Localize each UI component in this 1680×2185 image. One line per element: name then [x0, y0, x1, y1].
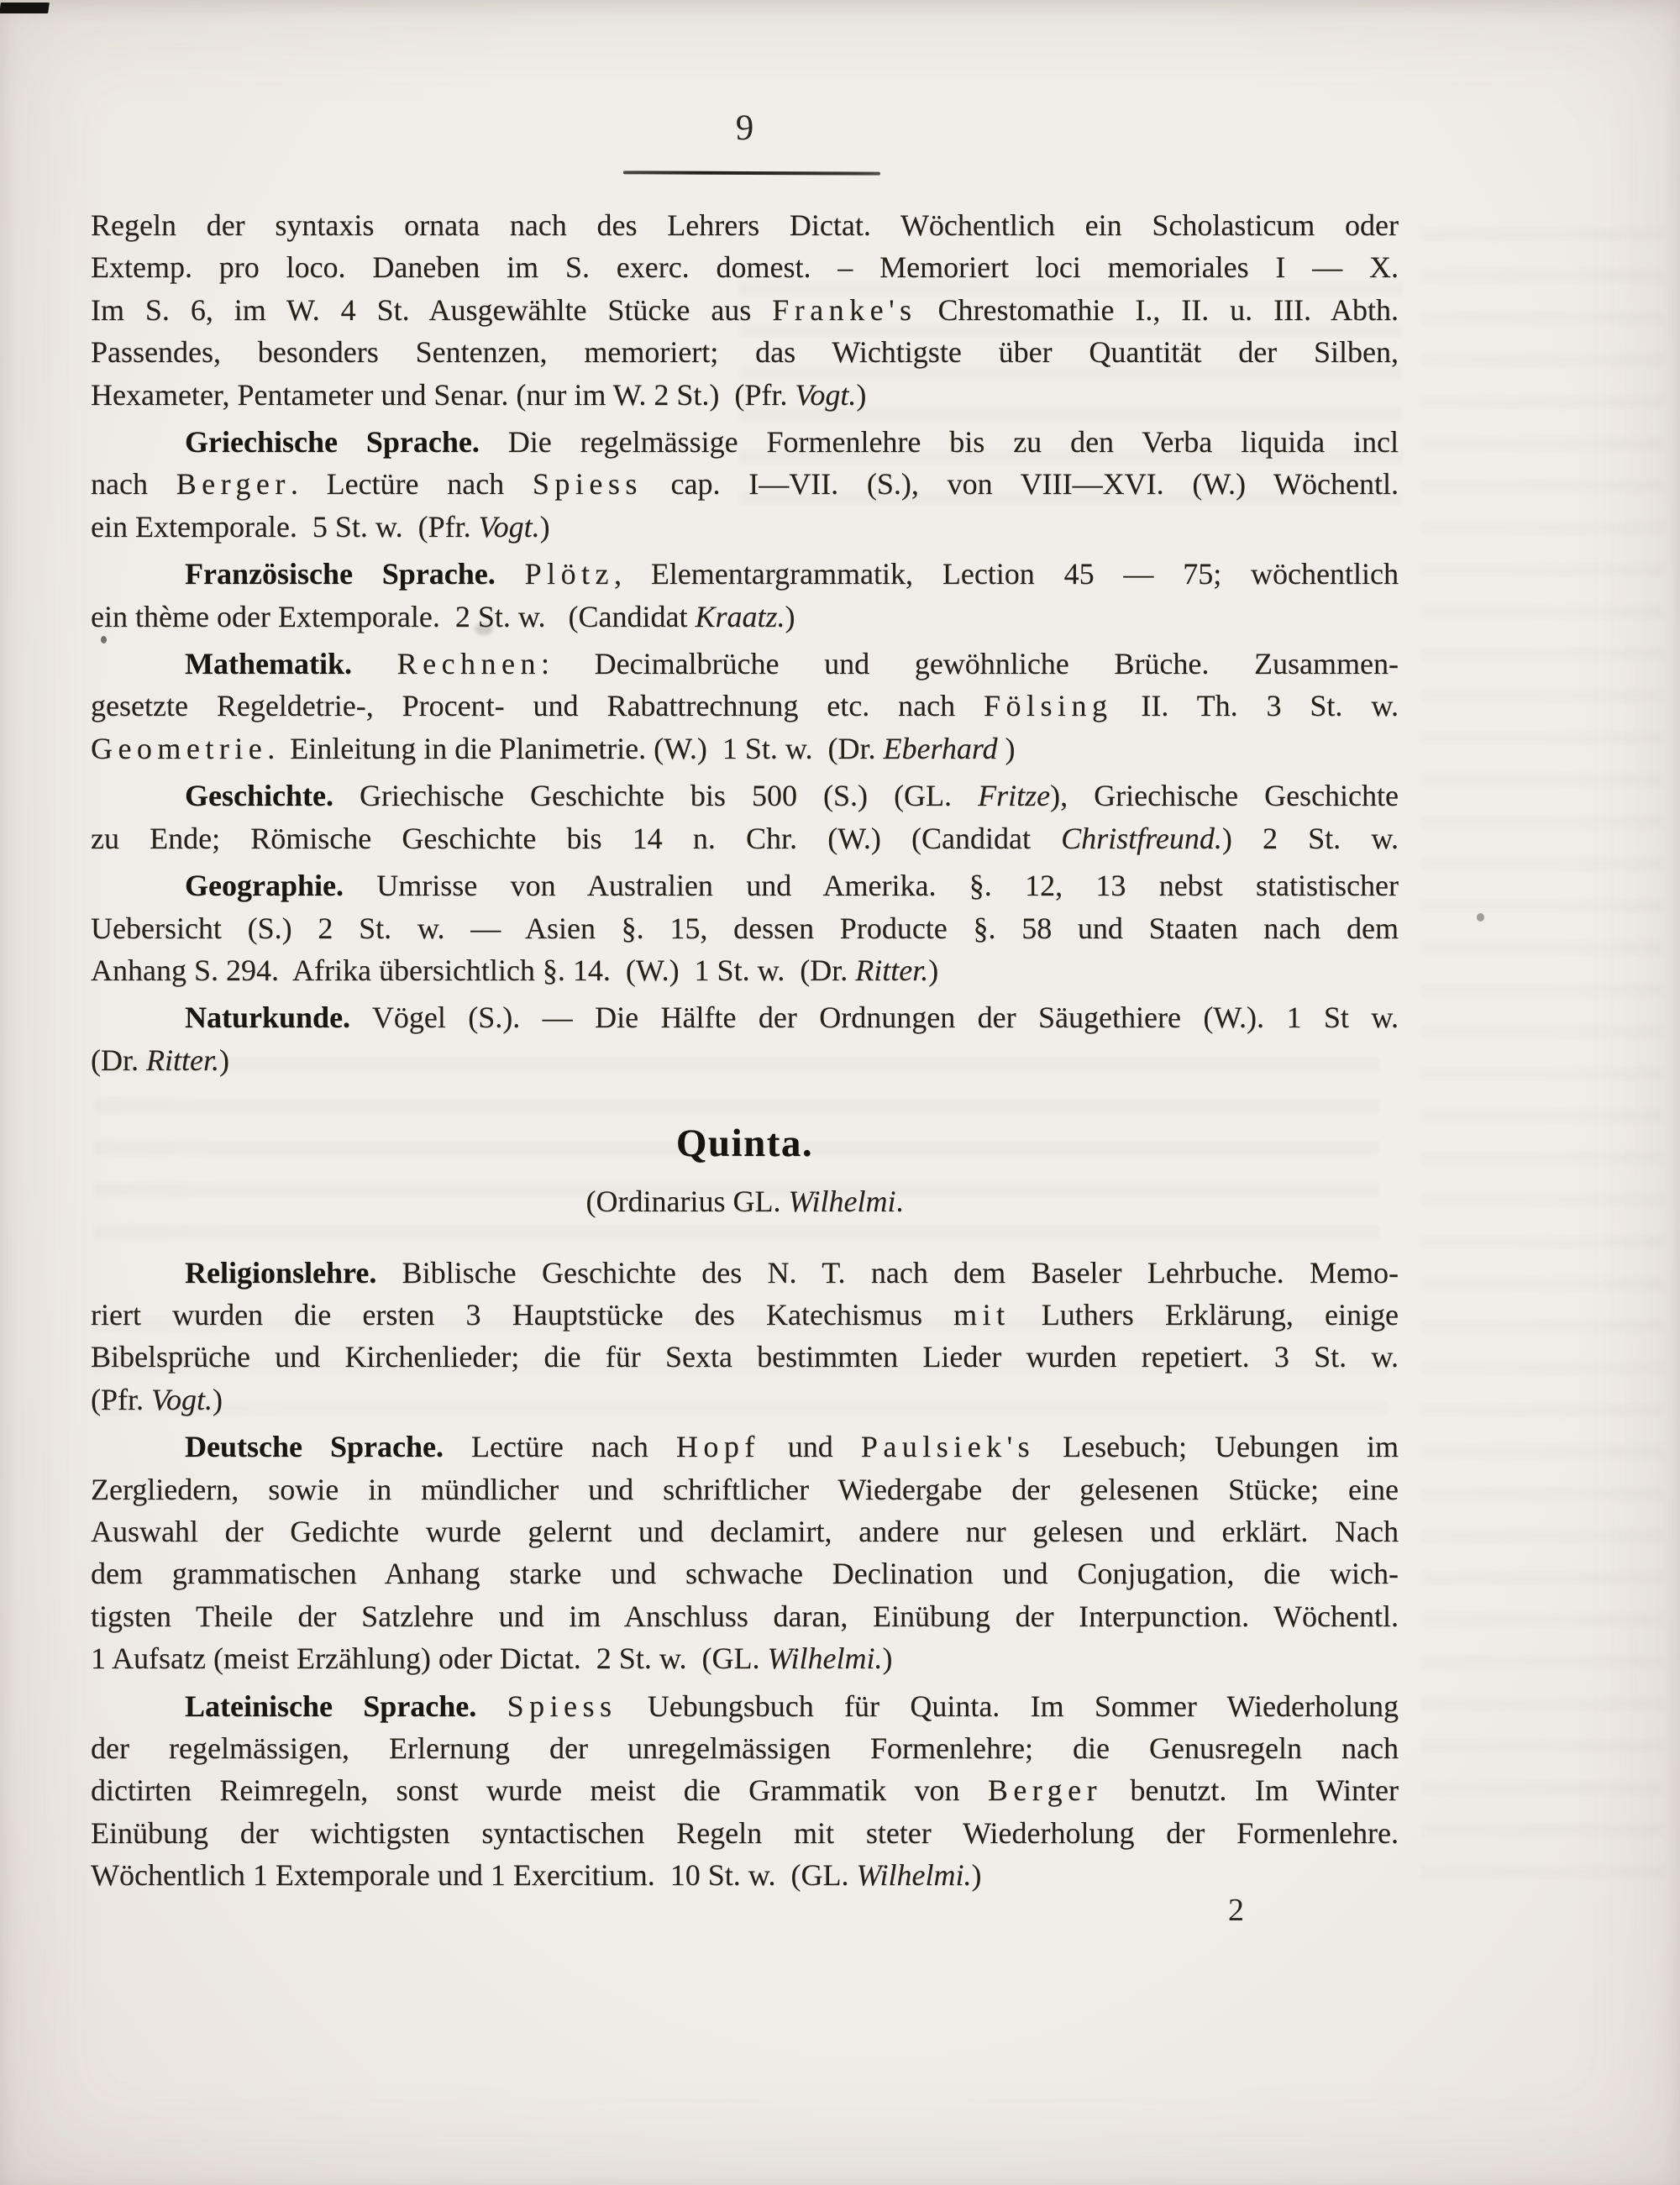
- text-run: ): [539, 509, 550, 544]
- text-line: [91, 289, 1399, 331]
- text-run: und: [759, 1430, 861, 1464]
- text-run: (Pfr.: [91, 1382, 151, 1416]
- person-name-run: Ritter.: [146, 1043, 219, 1077]
- text-line: [91, 775, 1399, 817]
- text-run: riert wurden die ersten 3 Hauptstücke des Katechismus: [91, 1297, 954, 1331]
- text-run: gesetzte Regeldetrie-, Procent- und Rabattrechnung etc. nach: [91, 689, 984, 723]
- scan-artifact-corner-mark: [0, 3, 50, 13]
- text-line: [91, 1468, 1399, 1510]
- text-run: ): [997, 731, 1016, 765]
- text-line: [91, 643, 1399, 685]
- text-run: ): [785, 599, 795, 633]
- paragraph: [91, 204, 1399, 416]
- text-run: Extemp. pro loco. Daneben im S. exerc. domest. – Memoriert loci memoriales I — X.: [91, 250, 1399, 285]
- person-name-run: Christfreund.: [1061, 821, 1222, 855]
- paragraph: [91, 1685, 1399, 1897]
- text-run: Auswahl der Gedichte wurde gelernt und declamirt, andere nur gelesen und erklärt. Nach: [91, 1514, 1399, 1548]
- text-run: dictirten Reimregeln, sonst wurde meist die Grammatik von: [91, 1773, 988, 1808]
- text-line: [91, 817, 1399, 859]
- text-run: . Einleitung in die Planimetrie. (W.) 1 St. w. (Dr.: [267, 731, 884, 765]
- text-line: [91, 1252, 1399, 1294]
- text-run: : Decimalbrüche und gewöhnliche Brüche. Zusammen-: [540, 647, 1399, 681]
- subject-heading-run: Griechische Sprache.: [185, 425, 480, 460]
- person-name-run: Vogt.: [795, 377, 857, 412]
- text-run: ): [856, 377, 867, 412]
- emphasized-name-run: Franke's: [772, 292, 917, 327]
- text-line: [91, 685, 1399, 727]
- ink-bleedthrough-artifact: [1421, 227, 1665, 1890]
- text-run: der regelmässigen, Erlernung der unregelmässigen Formenlehre; die Genusregeln nach: [91, 1731, 1399, 1765]
- text-run: Bibelsprüche und Kirchenlieder; die für Sexta bestimmten Lieder wurden repetiert. 3 St. w.: [91, 1340, 1399, 1374]
- text-run: benutzt. Im Winter: [1102, 1773, 1399, 1808]
- paragraph: [91, 996, 1399, 1081]
- text-run: Lectüre nach: [443, 1430, 676, 1464]
- text-run: , Elementargrammatik, Lection 45 — 75; wöchentlich: [614, 557, 1399, 591]
- text-run: [352, 647, 397, 680]
- text-run: Lesebuch; Uebungen im: [1035, 1430, 1399, 1464]
- person-name-run: Eberhard: [883, 731, 998, 765]
- text-run: ): [882, 1641, 893, 1676]
- text-line: [91, 727, 1399, 769]
- text-run: nach: [91, 467, 176, 502]
- ordinarius-subheading: [91, 1180, 1399, 1222]
- text-line: [91, 463, 1399, 505]
- text-run: ) 2 St. w.: [1221, 821, 1399, 855]
- text-run: Einübung der wichtigsten syntactischen Regeln mit steter Wiederholung der Formenlehre.: [91, 1815, 1399, 1850]
- text-run: Uebersicht (S.) 2 St. w. — Asien §. 15, dessen Producte §. 58 und Staaten nach dem: [91, 911, 1399, 945]
- paragraph: [91, 1252, 1399, 1421]
- text-run: Die regelmässige Formenlehre bis zu den Verba liquida incl: [479, 425, 1399, 460]
- text-run: ein thème oder Extemporale. 2 St. w. (Candidat: [91, 599, 696, 633]
- person-name-run: Wilhelmi: [788, 1184, 896, 1219]
- text-run: Uebungsbuch für Quinta. Im Sommer Wiederholung: [617, 1689, 1399, 1723]
- text-line: [91, 949, 1399, 991]
- person-name-run: Ritter.: [855, 953, 929, 987]
- text-line: [91, 331, 1399, 373]
- text-run: ): [928, 953, 939, 987]
- text-line: [91, 1769, 1399, 1811]
- paragraph: [91, 775, 1399, 859]
- text-run: Regeln der syntaxis ornata nach des Lehrers Dictat. Wöchentlich ein Scholasticum oder: [91, 208, 1399, 242]
- emphasized-name-run: Hopf: [675, 1430, 760, 1464]
- text-run: dem grammatischen Anhang starke und schwache Declination und Conjugation, die wich-: [91, 1557, 1399, 1591]
- emphasized-name-run: Spiess: [507, 1689, 617, 1723]
- text-line: [91, 246, 1399, 288]
- sheet-signature: 2: [1228, 1893, 1244, 1928]
- text-run: ), Griechische Geschichte: [1050, 779, 1399, 813]
- paragraph: [91, 553, 1399, 638]
- text-line: [91, 1294, 1399, 1336]
- emphasized-name-run: Berger: [987, 1773, 1103, 1808]
- text-run: ): [213, 1382, 223, 1416]
- emphasized-name-run: Fölsing: [984, 689, 1113, 723]
- text-line: [91, 1510, 1399, 1552]
- text-line: [91, 553, 1399, 595]
- text-line: [91, 907, 1399, 949]
- text-line: [91, 1426, 1399, 1468]
- text-line: [91, 1039, 1399, 1081]
- subject-heading-run: Deutsche Sprache.: [185, 1430, 444, 1464]
- text-line: [91, 374, 1399, 416]
- person-name-run: Vogt.: [151, 1382, 213, 1416]
- text-line: [91, 1595, 1399, 1637]
- text-line: [91, 1552, 1399, 1594]
- text-line: [91, 204, 1399, 246]
- person-name-run: Wilhelmi.: [856, 1858, 972, 1893]
- person-name-run: Wilhelmi.: [767, 1641, 883, 1676]
- paragraph: [91, 643, 1399, 769]
- text-run: Wöchentlich 1 Extemporale und 1 Exercitium. 10 St. w. (GL.: [91, 1858, 857, 1893]
- emphasized-name-run: mit: [953, 1297, 1011, 1331]
- text-run: Griechische Geschichte bis 500 (S.) (GL.: [333, 779, 979, 813]
- text-line: [91, 1727, 1399, 1769]
- subject-heading-run: Geschichte.: [185, 779, 333, 813]
- text-run: Hexameter, Pentameter und Senar. (nur im W. 2 St.) (Pfr.: [91, 377, 795, 412]
- text-line: [91, 596, 1399, 638]
- emphasized-name-run: Plötz: [524, 557, 614, 591]
- person-name-run: Fritze: [978, 779, 1051, 813]
- text-run: II. Th. 3 St. w.: [1112, 689, 1399, 723]
- text-run: Biblische Geschichte des N. T. nach dem Baseler Lehrbuche. Memo-: [376, 1255, 1399, 1289]
- text-run: tigsten Theile der Satzlehre und im Anschluss daran, Einübung der Interpunction. Wöchentl.: [91, 1599, 1399, 1633]
- text-run: 1 Aufsatz (meist Erzählung) oder Dictat. 2 St. w. (GL.: [91, 1641, 768, 1676]
- text-line: [91, 1379, 1399, 1421]
- text-run: Umrisse von Australien und Amerika. §. 12, 13 nebst statistischer: [343, 869, 1399, 903]
- text-run: Vögel (S.). — Die Hälfte der Ordnungen der Säugethiere (W.). 1 St w.: [350, 1001, 1399, 1035]
- text-run: .: [895, 1184, 904, 1219]
- class-section-heading: Quinta.: [675, 1121, 814, 1166]
- paragraph: [91, 864, 1399, 991]
- text-run: Luthers Erklärung, einige: [1010, 1297, 1399, 1331]
- text-run: . Lectüre nach: [290, 467, 533, 502]
- text-line: [91, 1812, 1399, 1854]
- subject-heading-run: Französische Sprache.: [185, 557, 496, 591]
- text-line: [91, 1854, 1399, 1896]
- emphasized-name-run: Berger: [176, 467, 291, 502]
- subject-heading-run: Lateinische Sprache.: [185, 1689, 477, 1723]
- text-run: cap. I—VII. (S.), von VIII—XVI. (W.) Wöchentl.: [642, 467, 1399, 502]
- text-run: Passendes, besonders Sentenzen, memoriert; das Wichtigste über Quantität der Silben,: [91, 335, 1399, 370]
- text-line: [91, 864, 1399, 906]
- paragraph: [91, 421, 1399, 548]
- text-run: Anhang S. 294. Afrika übersichtlich §. 14. (W.) 1 St. w. (Dr.: [91, 953, 856, 987]
- person-name-run: Vogt.: [478, 509, 540, 544]
- text-line: [91, 1336, 1399, 1378]
- subject-heading-run: Religionslehre.: [185, 1255, 377, 1289]
- text-run: [476, 1689, 507, 1723]
- emphasized-name-run: Spiess: [532, 467, 643, 502]
- text-line: [91, 1685, 1399, 1727]
- text-line: [91, 1637, 1399, 1679]
- text-line: [91, 421, 1399, 463]
- subject-heading-run: Naturkunde.: [185, 1001, 351, 1035]
- paragraph: [91, 1426, 1399, 1679]
- text-column: [91, 204, 1399, 1902]
- text-run: (Dr.: [91, 1043, 146, 1077]
- text-run: zu Ende; Römische Geschichte bis 14 n. Chr. (W.) (Candidat: [91, 821, 1062, 855]
- page-number: 9: [735, 108, 754, 148]
- page-number-rule: [623, 171, 880, 175]
- text-line: [91, 506, 1399, 548]
- subject-heading-run: Geographie.: [185, 869, 344, 903]
- text-run: Chrestomathie I., II. u. III. Abth.: [916, 292, 1399, 327]
- text-run: Im S. 6, im W. 4 St. Ausgewählte Stücke aus: [91, 292, 773, 327]
- text-line: [91, 996, 1399, 1038]
- text-run: (Ordinarius GL.: [585, 1184, 789, 1219]
- text-run: [496, 557, 525, 591]
- text-run: ): [971, 1858, 982, 1893]
- emphasized-name-run: Geometrie: [91, 731, 268, 765]
- text-run: Zergliedern, sowie in mündlicher und schriftlicher Wiedergabe der gelesenen Stücke; eine: [91, 1472, 1399, 1506]
- subject-heading-run: Mathematik.: [185, 647, 352, 681]
- emphasized-name-run: Rechnen: [396, 647, 541, 681]
- text-run: ): [219, 1043, 229, 1077]
- emphasized-name-run: Paulsiek's: [860, 1430, 1036, 1464]
- ink-speck: [1477, 913, 1484, 922]
- text-run: ein Extemporale. 5 St. w. (Pfr.: [91, 509, 479, 544]
- person-name-run: Kraatz.: [695, 599, 785, 633]
